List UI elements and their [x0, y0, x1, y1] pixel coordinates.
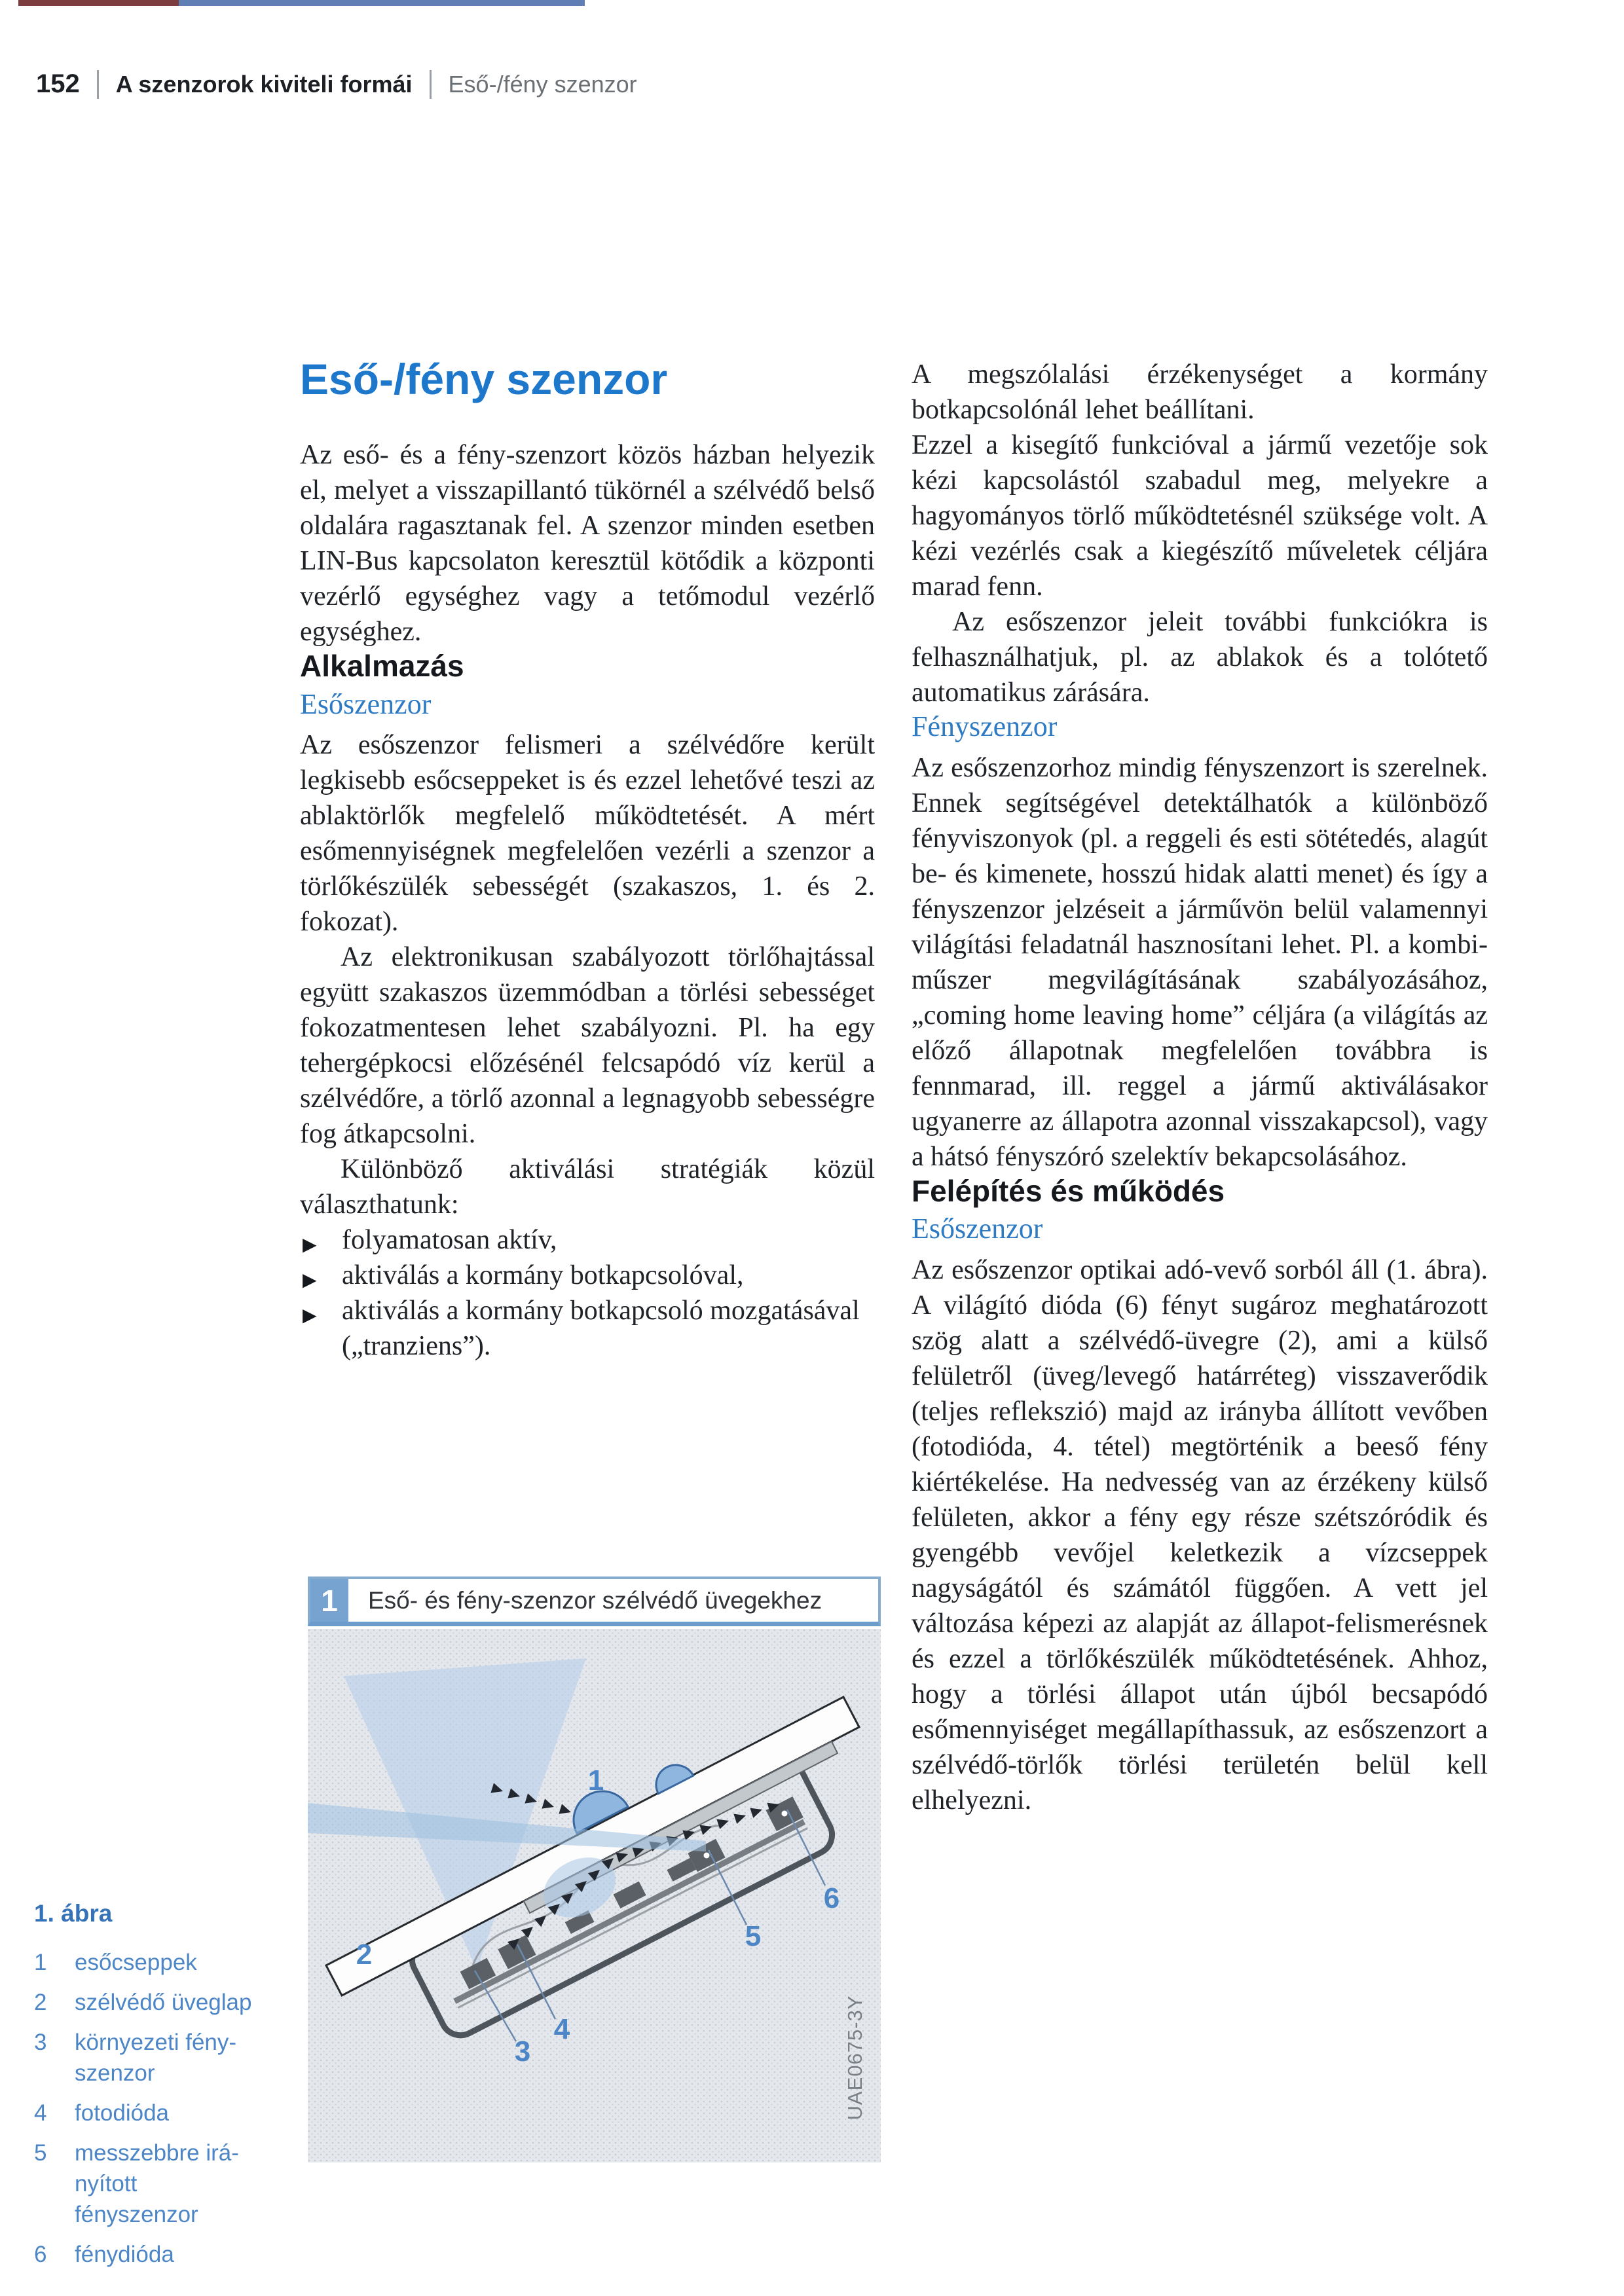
paragraph: Ezzel a kisegítő funkcióval a jármű vezetője sok kézi kapcsolástól szabadul meg, melyekre a hagyományos törlő működtetésnél szüksége volt. A kézi vezérlés csak a kiegészítő műveletek céljára marad fenn. [912, 430, 1488, 602]
left-column [300, 357, 875, 1364]
list-item [300, 1222, 875, 1258]
figure-caption: Eső- és fény-szenzor szélvédő üvegekhez [368, 1586, 822, 1614]
list-item [300, 1293, 875, 1364]
bullet-triangle-icon: ▶ [303, 1304, 317, 1326]
legend-item-text: környezeti fény- szenzor [75, 2030, 237, 2086]
figure-label-1: 1 [587, 1764, 604, 1796]
legend-item [34, 1987, 260, 2018]
figure-watermark: UAE0675-3Y [843, 1995, 866, 2121]
list-item-text: folyamatosan aktív, [342, 1225, 557, 1256]
figure-label-6: 6 [823, 1882, 840, 1914]
legend-item [34, 1947, 260, 1978]
chapter-color-bar-red [18, 0, 179, 6]
chapter-color-bar-blue [179, 0, 585, 6]
subheading-fenyszenzor: Fényszenzor [912, 710, 1058, 742]
heading-alkalmazas: Alkalmazás [300, 649, 464, 683]
figure-label-4: 4 [553, 2013, 570, 2045]
bullet-triangle-icon: ▶ [303, 1269, 317, 1291]
legend-item-text: szélvédő üveglap [75, 1990, 252, 2015]
activation-strategy-list [300, 1222, 875, 1364]
paragraph: Az esőszenzor felismeri a szélvédőre került legkisebb esőcseppeket is és ezzel lehetővé teszi az ablaktörlők megfelelő működtetését. A mért esőmennyiségnek megfelelően vezérli a szenzor a törlőkészülék sebességét (szakaszos, 1. és 2. fokozat). [300, 730, 875, 938]
legend-item [34, 2027, 260, 2088]
paragraph: Az esőszenzor optikai adó-vevő sorból áll (1. ábra). A világító dióda (6) fényt sugároz meghatározott szög alatt a szélvédő-üvegre (2), ami a külső felületről (üveg/levegő határréteg) visszaverődik (teljes reflekszió) majd az irányba állított vevőben (fotodióda, 4. tétel) megtörténik a beeső fény kiértékelése. Ha nedvesség van az érzékeny külső felületen, akkor a fény egy része szétszóródik és gyengébb vevőjel keletkezik a vízcseppek nagyságától és számától függően. A vett jel változása képezi az alapját az állapot-felismerésnek és ezzel a törlőkészülék működtetésének. Ahhoz, hogy a törlési állapot után újból becsapódó esőmennyiséget megállapíthassuk, az esőszenzort a szélvédő-törlők törlési területén belül kell elhelyezni. [912, 1254, 1488, 1815]
breadcrumb-topic: Eső-/fény szenzor [448, 70, 637, 98]
list-item-text: aktiválás a kormány botkapcsoló mozgatásával („tranziens”). [342, 1296, 860, 1362]
breadcrumb-section: A szenzorok kiviteli formái [115, 70, 413, 98]
subheading-esoszenzor: Esőszenzor [300, 687, 432, 720]
legend-item-number: 4 [34, 2100, 47, 2126]
paragraph: A megszólalási érzékenységet a kormány botkapcsolónál lehet beállítani. [912, 359, 1488, 425]
legend-item-text: fotodióda [75, 2100, 170, 2126]
legend-item-number: 6 [34, 2242, 47, 2267]
legend-item-text: messzebbre irá- nyított fényszenzor [75, 2140, 239, 2227]
figure-label-3: 3 [514, 2035, 531, 2068]
header-divider [97, 70, 99, 99]
paragraph: Különböző aktiválási stratégiák közül választhatunk: [300, 1154, 875, 1220]
list-item [300, 1258, 875, 1293]
figure-diagram [308, 1629, 881, 2162]
sensor-dot [704, 1853, 710, 1859]
running-head [36, 69, 637, 99]
heading-felepites: Felépítés és működés [912, 1173, 1225, 1208]
paragraph: Az esőszenzor jeleit további funkciókra is felhasználhatjuk, pl. az ablakok és a tolótető automatikus zárására. [912, 607, 1488, 708]
bullet-triangle-icon: ▶ [303, 1233, 317, 1256]
paragraph: Az elektronikusan szabályozott törlőhajtással együtt szakaszos üzemmódban a törlési sebességet fokozatmentesen lehet szabályozni. Pl. ha egy tehergépkocsi előzésénél felcsapódó víz kerül a szélvédőre, a törlő azonnal a legnagyobb sebességre fog átkapcsolni. [300, 942, 875, 1150]
legend-item-number: 3 [34, 2030, 47, 2055]
right-column [912, 357, 1488, 1818]
paragraph: Az esőszenzorhoz mindig fényszenzort is szerelnek. Ennek segítségével detektálhatók a különböző fényviszonyok (pl. a reggeli és esti sötétedés, alagút be- és kimenete, hosszú hidak alatti menet) és így a fényszenzor jelzéseit a járművön belül valamennyi világítási feladatnál hasznosítani lehet. Pl. a kombi-műszer megvilágításának szabályozásához, „coming home leaving home” céljára (a világítás az előző állapotnak megfelelően továbbra is fennmarad, ill. reggel a jármű aktiválásakor ugyanerre az állapotra azonnal visszakapcsol), vagy a hátsó fényszóró szelektív bekapcsolásához. [912, 752, 1488, 1172]
legend-item-number: 2 [34, 1990, 47, 2015]
figure-number-badge: 1 [310, 1579, 348, 1622]
figure-label-5: 5 [745, 1920, 762, 1952]
subheading-esoszenzor-2: Esőszenzor [912, 1212, 1043, 1245]
article-title: Eső-/fény szenzor [300, 355, 668, 403]
legend-item-text: esőcseppek [75, 1950, 197, 1975]
figure-caption-bar [308, 1576, 881, 1626]
sensor-dot [782, 1811, 788, 1817]
margin-legend [34, 1900, 260, 2279]
legend-item [34, 2239, 260, 2270]
legend-item-number: 1 [34, 1950, 47, 1975]
legend-item-text: fénydióda [75, 2242, 174, 2267]
legend-item [34, 2098, 260, 2128]
legend-item-number: 5 [34, 2140, 47, 2166]
legend-title: 1. ábra [34, 1900, 113, 1927]
paragraph: Az eső- és a fény-szenzort közös házban helyezik el, melyet a visszapillantó tükörnél a szélvédő belső oldalára ragasztanak fel. A szenzor minden esetben LIN-Bus kapcsolaton keresztül kötődik a központi vezérlő egységhez vagy a tetőmodul vezérlő egységhez. [300, 440, 875, 647]
header-divider [430, 70, 432, 99]
list-item-text: aktiválás a kormány botkapcsolóval, [342, 1260, 744, 1291]
figure-label-2: 2 [356, 1939, 373, 1971]
page-number: 152 [36, 69, 80, 98]
rain-light-sensor-diagram [308, 1629, 881, 2162]
legend-item [34, 2138, 260, 2230]
